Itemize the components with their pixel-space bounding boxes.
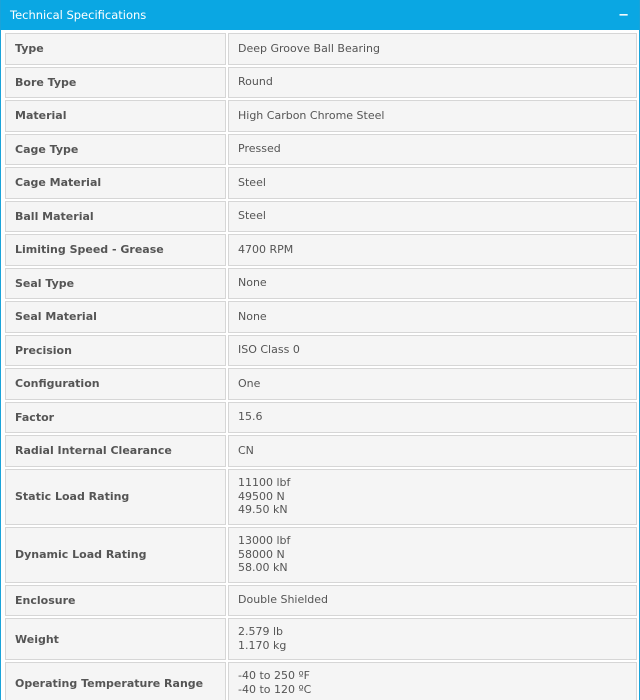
spec-value: [228, 268, 637, 300]
spec-value-line: Round: [238, 75, 273, 89]
spec-row: [5, 435, 637, 467]
spec-value-line: ISO Class 0: [238, 343, 300, 357]
spec-value-line: 2.579 lb: [238, 625, 284, 639]
spec-label: Enclosure: [5, 585, 226, 617]
spec-value: [228, 134, 637, 166]
spec-row: [5, 301, 637, 333]
specs-table-body: [5, 33, 637, 700]
spec-row: [5, 33, 637, 65]
spec-row: [5, 335, 637, 367]
spec-value-line: 15.6: [238, 410, 263, 424]
spec-row: [5, 585, 637, 617]
spec-label: Static Load Rating: [5, 469, 226, 525]
spec-value: [228, 662, 637, 700]
spec-value: [228, 469, 637, 525]
spec-value-line: -40 to 250 ºF: [238, 669, 311, 683]
spec-value-line: One: [238, 376, 261, 390]
spec-value: [228, 368, 637, 400]
spec-label: Limiting Speed - Grease: [5, 234, 226, 266]
spec-value-line: Deep Groove Ball Bearing: [238, 41, 381, 55]
spec-label: Factor: [5, 402, 226, 434]
spec-value: [228, 301, 637, 333]
spec-value-line: High Carbon Chrome Steel: [238, 108, 385, 122]
spec-row: [5, 618, 637, 660]
spec-value-line: -40 to 120 ºC: [238, 683, 312, 696]
spec-row: [5, 368, 637, 400]
spec-label: Weight: [5, 618, 226, 660]
spec-label: Operating Temperature Range: [5, 662, 226, 700]
spec-row: [5, 268, 637, 300]
spec-label: Ball Material: [5, 201, 226, 233]
spec-value: [228, 618, 637, 660]
collapse-icon[interactable]: −: [618, 7, 629, 23]
spec-label: Radial Internal Clearance: [5, 435, 226, 467]
spec-value: [228, 33, 637, 65]
spec-row: [5, 662, 637, 700]
spec-row: [5, 201, 637, 233]
spec-value: [228, 585, 637, 617]
spec-label: Type: [5, 33, 226, 65]
spec-row: [5, 527, 637, 583]
spec-row: [5, 100, 637, 132]
spec-value: [228, 234, 637, 266]
spec-value: [228, 201, 637, 233]
spec-value-line: Double Shielded: [238, 593, 329, 607]
spec-value: [228, 527, 637, 583]
spec-label: Seal Material: [5, 301, 226, 333]
spec-label: Cage Type: [5, 134, 226, 166]
spec-value: [228, 335, 637, 367]
spec-row: [5, 469, 637, 525]
spec-value-line: 1.170 kg: [238, 639, 287, 652]
panel-header[interactable]: [1, 0, 639, 30]
spec-label: Cage Material: [5, 167, 226, 199]
spec-value-line: CN: [238, 443, 254, 457]
spec-value: [228, 100, 637, 132]
spec-value-line: Steel: [238, 175, 266, 189]
spec-value-line: 4700 RPM: [238, 242, 294, 256]
spec-value-line: 58.00 kN: [238, 561, 288, 575]
spec-value-line: 58000 N: [238, 547, 285, 561]
spec-value-line: Pressed: [238, 142, 281, 156]
spec-label: Material: [5, 100, 226, 132]
spec-row: [5, 134, 637, 166]
spec-value: [228, 402, 637, 434]
spec-row: [5, 402, 637, 434]
spec-row: [5, 167, 637, 199]
spec-label: Precision: [5, 335, 226, 367]
spec-value-line: None: [238, 309, 267, 323]
spec-value-line: 49500 N: [238, 489, 285, 503]
spec-label: Bore Type: [5, 67, 226, 99]
specs-table: [3, 31, 639, 700]
spec-label: Configuration: [5, 368, 226, 400]
spec-value-line: 13000 lbf: [238, 534, 291, 548]
spec-value-line: 49.50 kN: [238, 503, 288, 517]
spec-row: [5, 234, 637, 266]
spec-value: [228, 67, 637, 99]
spec-value-line: 11100 lbf: [238, 476, 291, 490]
spec-row: [5, 67, 637, 99]
spec-label: Seal Type: [5, 268, 226, 300]
spec-value: [228, 435, 637, 467]
spec-value-line: None: [238, 276, 267, 290]
spec-value: [228, 167, 637, 199]
spec-label: Dynamic Load Rating: [5, 527, 226, 583]
panel-title: Technical Specifications: [10, 8, 147, 22]
spec-value-line: Steel: [238, 209, 266, 223]
